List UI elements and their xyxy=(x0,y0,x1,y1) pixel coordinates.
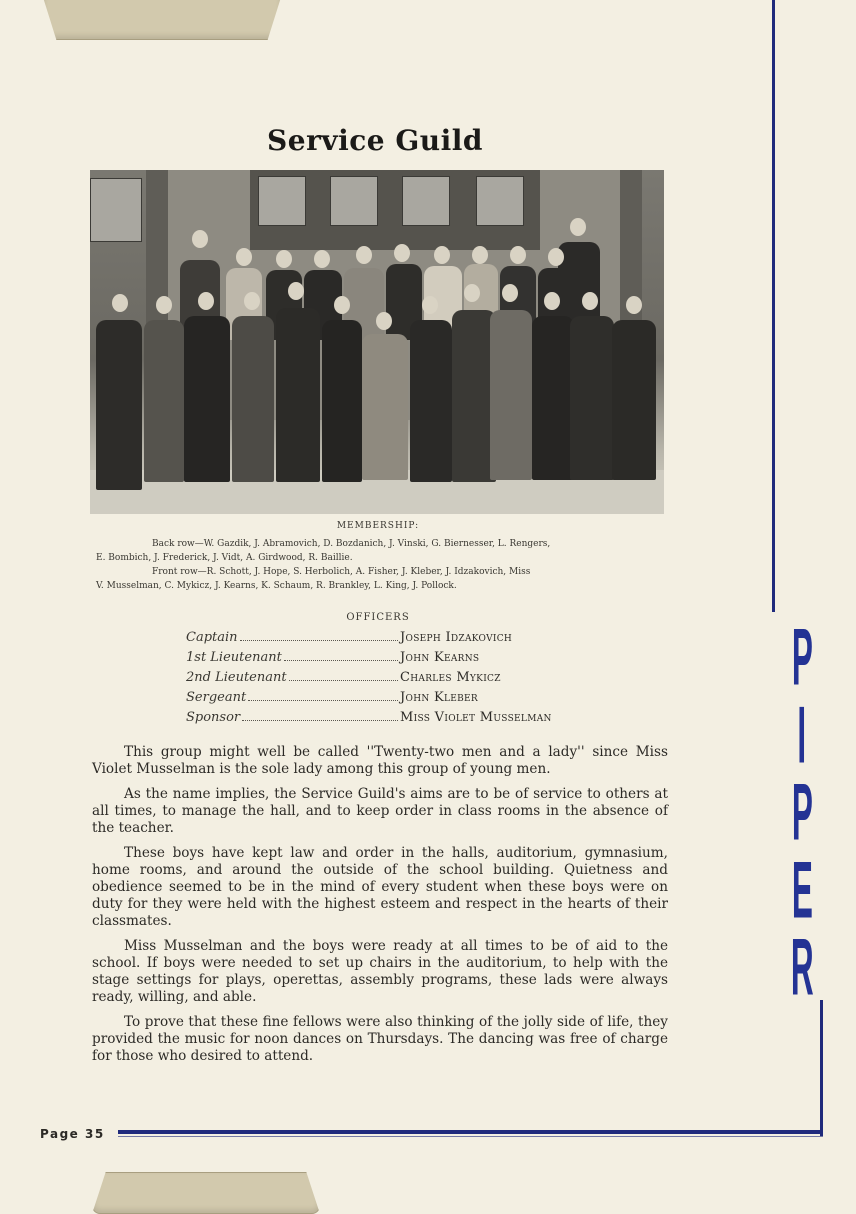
front-row-names: Front row—R. Schott, J. Hope, S. Herbolich, A. Fisher, J. Kleber, J. Idzakovich, Miss xyxy=(152,567,531,577)
paragraph: Miss Musselman and the boys were ready at all times to be of aid to the school. If boys were needed to set up chairs in the auditorium, to help with the stage settings for plays, operettas, assembly programs, these lads were always ready, willing, and able. xyxy=(92,938,668,1005)
officer-role: 2nd Lieutenant xyxy=(186,670,287,685)
membership-heading: MEMBERSHIP: xyxy=(336,521,420,531)
officer-row xyxy=(186,710,606,730)
paragraph: To prove that these fine fellows were also thinking of the jolly side of life, they provided the music for noon dances on Thursdays. The dancing was free of charge for those who desired to attend. xyxy=(92,1014,668,1064)
membership-list xyxy=(96,537,628,593)
leader-dots xyxy=(242,720,398,721)
paragraph: As the name implies, the Service Guild's aims are to be of service to others at all times, to manage the hall, and to keep order in class rooms in the absence of the teacher. xyxy=(92,786,668,836)
page-tab-bottom xyxy=(92,1172,320,1214)
officer-role: 1st Lieutenant xyxy=(186,650,282,665)
group-photo xyxy=(90,170,664,514)
page-tab-top xyxy=(42,0,282,40)
officer-role: Captain xyxy=(186,630,238,645)
page-number: Page 35 xyxy=(40,1127,105,1141)
leader-dots xyxy=(289,680,398,681)
front-row-names-cont: V. Musselman, C. Mykicz, J. Kearns, K. Schaum, R. Brankley, L. King, J. Pollock. xyxy=(96,581,457,591)
leader-dots xyxy=(248,700,398,701)
back-row-names-cont: E. Bombich, J. Frederick, J. Vidt, A. Girdwood, R. Baillie. xyxy=(96,553,353,563)
piper-letter: I xyxy=(797,689,807,780)
border-line-vertical-upper xyxy=(772,0,775,612)
officer-role: Sponsor xyxy=(186,710,241,725)
piper-letter: E xyxy=(791,844,813,935)
paragraph: This group might well be called ''Twenty-two men and a lady'' since Miss Violet Musselman is the sole lady among this group of young men. xyxy=(92,744,668,777)
officer-name: Charles Mykicz xyxy=(400,670,501,685)
paragraph: These boys have kept law and order in the halls, auditorium, gymnasium, home rooms, and around the outside of the school building. Quietness and obedience seemed to be in the mind of every student when these boys were on duty for they were held with the highest esteem and respect in the hearts of their classmates. xyxy=(92,845,668,929)
page-title: Service Guild xyxy=(267,124,483,157)
article-body xyxy=(92,744,668,1073)
leader-dots xyxy=(284,660,398,661)
border-line-vertical-lower xyxy=(820,1000,823,1136)
back-row-names: Back row—W. Gazdik, J. Abramovich, D. Bozdanich, J. Vinski, G. Biernesser, L. Rengers, xyxy=(152,539,551,549)
piper-side-banner xyxy=(774,612,830,1012)
officer-name: Miss Violet Musselman xyxy=(400,710,552,725)
piper-letter: P xyxy=(791,612,813,702)
officer-row xyxy=(186,650,606,670)
officer-row xyxy=(186,690,606,710)
border-line-horizontal-thin xyxy=(118,1136,823,1137)
piper-letter: P xyxy=(791,767,813,857)
officer-row xyxy=(186,630,606,650)
officer-name: John Kearns xyxy=(400,650,480,665)
border-line-horizontal xyxy=(118,1130,823,1134)
officers-list xyxy=(186,630,606,730)
officer-row xyxy=(186,670,606,690)
officer-name: John Kleber xyxy=(400,690,478,705)
leader-dots xyxy=(240,640,398,641)
officer-role: Sergeant xyxy=(186,690,247,705)
officer-name: Joseph Idzakovich xyxy=(400,630,513,645)
piper-letter: R xyxy=(790,922,814,1012)
officers-heading: OFFICERS xyxy=(346,612,410,623)
